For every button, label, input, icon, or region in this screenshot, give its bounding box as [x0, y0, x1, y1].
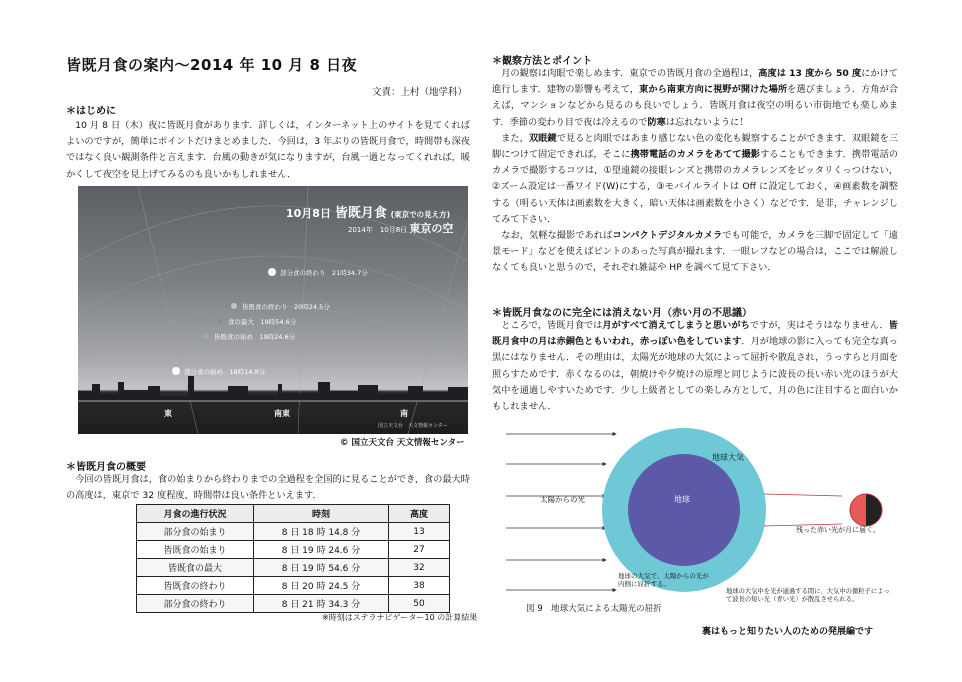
table-cell: 部分食の始まり	[137, 523, 254, 541]
table-note: ※時刻はステラナビゲーター10 の計算結果	[322, 613, 478, 622]
table-cell: 8 日 18 時 14.8 分	[254, 523, 389, 541]
sunlight-label: 太陽からの光	[540, 495, 585, 504]
observation-paragraph-1: 月の観察は肉眼で楽しめます．東京での皆既月食の全過程は，高度は 13 度から 50 度にかけて進行します．建物の影響も考えて，東から南東方向に視野が開けた場所を選びましょう．方角が合えば，マンションなどから見るのも良いでしょう．皆既月食は夜空の明るい市街地でも楽しめます．季節の変わり目で夜は冷えるので防寒は忘れないように！	[492, 68, 899, 128]
table-cell: 50	[389, 595, 450, 613]
redmoon-text: ところで，皆既月食では月がすべて消えてしまうと思いがちですが，実はそうはなりません．皆既月食中の月は赤銅色ともいわれ，赤っぽい色をしています．月が地球の影に入っても完全な真っ黒にはなりません．その理由は，太陽光が地球の大気によって屈折や散乱され，うっすらと月面を照らすためです．赤くなるのは，朝焼けや夕焼けの原理と同じように波長の長い赤い光のほうが大気中を通過しやすいためです．少し上級者としての楽しみ方として，月の色に注目すると面白いかもしれません．	[492, 320, 898, 413]
refraction-label: 地球の大気で、太陽からの光が内側に屈折する。	[618, 572, 709, 588]
photo-title: 10月8日 皆既月食 (東京での見え方)	[286, 206, 451, 221]
moon-label: 残った赤い光が月に届く。	[796, 526, 880, 534]
event-maximum: 食の最大 19時54.6分	[228, 318, 297, 326]
table-cell: 皆既食の始まり	[137, 541, 254, 559]
moon-total-end-marker	[231, 303, 237, 309]
photo-small-credit: 国立天文台 天文情報センター	[378, 423, 448, 429]
observation-paragraph-3: なお，気軽な撮影であればコンパクトデジタルカメラでも可能で，カメラを三脚で固定して「遠景モード」などを使えばピントのあった写真が撮れます．一眼レフなどの場合は，ここでは解説しなくても良いと思うので，それぞれ雑誌や HP を調べて見て下さい．	[492, 230, 898, 274]
author-line: 文責：上村（地学科）	[372, 87, 468, 98]
intro-heading: ＊はじめに	[66, 106, 116, 117]
atmosphere-label: 地球大気	[712, 453, 744, 462]
table-cell: 皆既食の終わり	[137, 577, 254, 595]
table-cell: 8 日 19 時 54.6 分	[254, 559, 389, 577]
table-header: 高度	[389, 505, 450, 523]
event-partial-start: 部分食の始め 18時14.8分	[184, 368, 266, 376]
table-cell: 38	[389, 577, 450, 595]
moon-graphic	[850, 494, 882, 526]
table-cell: 皆既食の最大	[137, 559, 254, 577]
table-cell: 8 日 19 時 24.6 分	[254, 541, 389, 559]
table-cell: 8 日 21 時 34.3 分	[254, 595, 389, 613]
footer-note: 裏はもっと知りたい人のための発展編です	[702, 627, 874, 637]
table-header: 月食の進行状況	[137, 505, 254, 523]
table-cell: 32	[389, 559, 450, 577]
table-header-row	[137, 505, 450, 523]
page-title: 皆既月食の案内〜2014 年 10 月 8 日夜	[66, 56, 358, 74]
figure-caption: 図 9 地球大気による太陽光の屈折	[526, 604, 662, 614]
observation-heading: ＊観察方法とポイント	[492, 56, 592, 67]
earth-label: 地球	[674, 495, 690, 504]
overview-text: 今回の皆既月食は，食の始まりから終わりまでの全過程を全国的に見ることができ，食の最大時の高度は，東京で 32 度程度，時間帯は良い条件といえます．	[66, 474, 470, 502]
moon-partial-end-marker	[268, 268, 276, 276]
photo-year-label: 2014年 10月8日 東京の空	[348, 222, 454, 235]
sunlight-rays	[506, 434, 616, 590]
table-header: 時刻	[254, 505, 389, 523]
redmoon-heading: ＊皆既月食なのに完全には消えない月（赤い月の不思議）	[492, 308, 752, 319]
table-cell: 部分食の終わり	[137, 595, 254, 613]
scatter-label: 地球の大気中を光が通過する間に、大気中の微粒子によって波長の短い光（青い光）が散乱させられる。	[726, 588, 890, 603]
moon-partial-start-marker	[172, 367, 180, 375]
refracted-rays	[764, 494, 842, 526]
observation-paragraph-2: また，双眼鏡で見ると肉眼ではあまり感じない色の変化も観察することができます．双眼鏡を三脚につけて固定できれば，そこに携帯電話のカメラをあてて撮影することもできます．携帯電話のカメラで撮影するコツは，①望遠鏡の接眼レンズと携帯のカメラレンズをピッタリくっつけない，②ズーム設定は一番ワイド(W)にする，③モバイルライトは Off に設定しておく，④画素数を調整する（明るい天体は画素数を大きく，暗い天体は画素数を小さく）などです．是非，チャレンジしてみて下さい．	[492, 132, 899, 225]
table-cell: 8 日 20 時 24.5 分	[254, 577, 389, 595]
event-total-start: 皆既食の始め 19時24.6分	[214, 333, 296, 341]
direction-south: 南	[400, 409, 408, 418]
table-cell: 13	[389, 523, 450, 541]
eclipse-timetable	[136, 504, 450, 613]
observation-text	[492, 66, 898, 277]
event-total-end: 皆既食の終わり 20時24.5分	[242, 303, 330, 311]
earth-disk	[628, 454, 740, 566]
direction-east: 東	[164, 409, 172, 418]
table-row	[137, 541, 450, 559]
table-row	[137, 595, 450, 613]
eclipse-sky-photo	[78, 186, 468, 434]
intro-text: 10 月 8 日（木）夜に皆既月食があります．詳しくは，インターネット上のサイトを見てくればよいのですが，簡単にポイントだけまとめました．今回は，3 年ぶりの皆既月食で，時間帯も深夜ではなく良い観測条件と言えます．台風の動きが気になりますが，台風一過となってくれれば，暖かくして夜空を見上げてみるのも良いかもしれません．	[66, 120, 470, 180]
table-row	[137, 523, 450, 541]
moon-max-marker	[217, 318, 223, 324]
overview-heading: ＊皆既月食の概要	[66, 462, 146, 473]
photo-credit: © 国立天文台 天文情報センター	[340, 438, 465, 448]
moon-total-start-marker	[203, 333, 209, 339]
table-row	[137, 577, 450, 595]
table-row	[137, 559, 450, 577]
direction-southeast: 南東	[274, 409, 290, 418]
event-partial-end: 部分食の終わり 21時34.7分	[280, 269, 368, 277]
refraction-figure	[496, 424, 896, 614]
table-cell: 27	[389, 541, 450, 559]
